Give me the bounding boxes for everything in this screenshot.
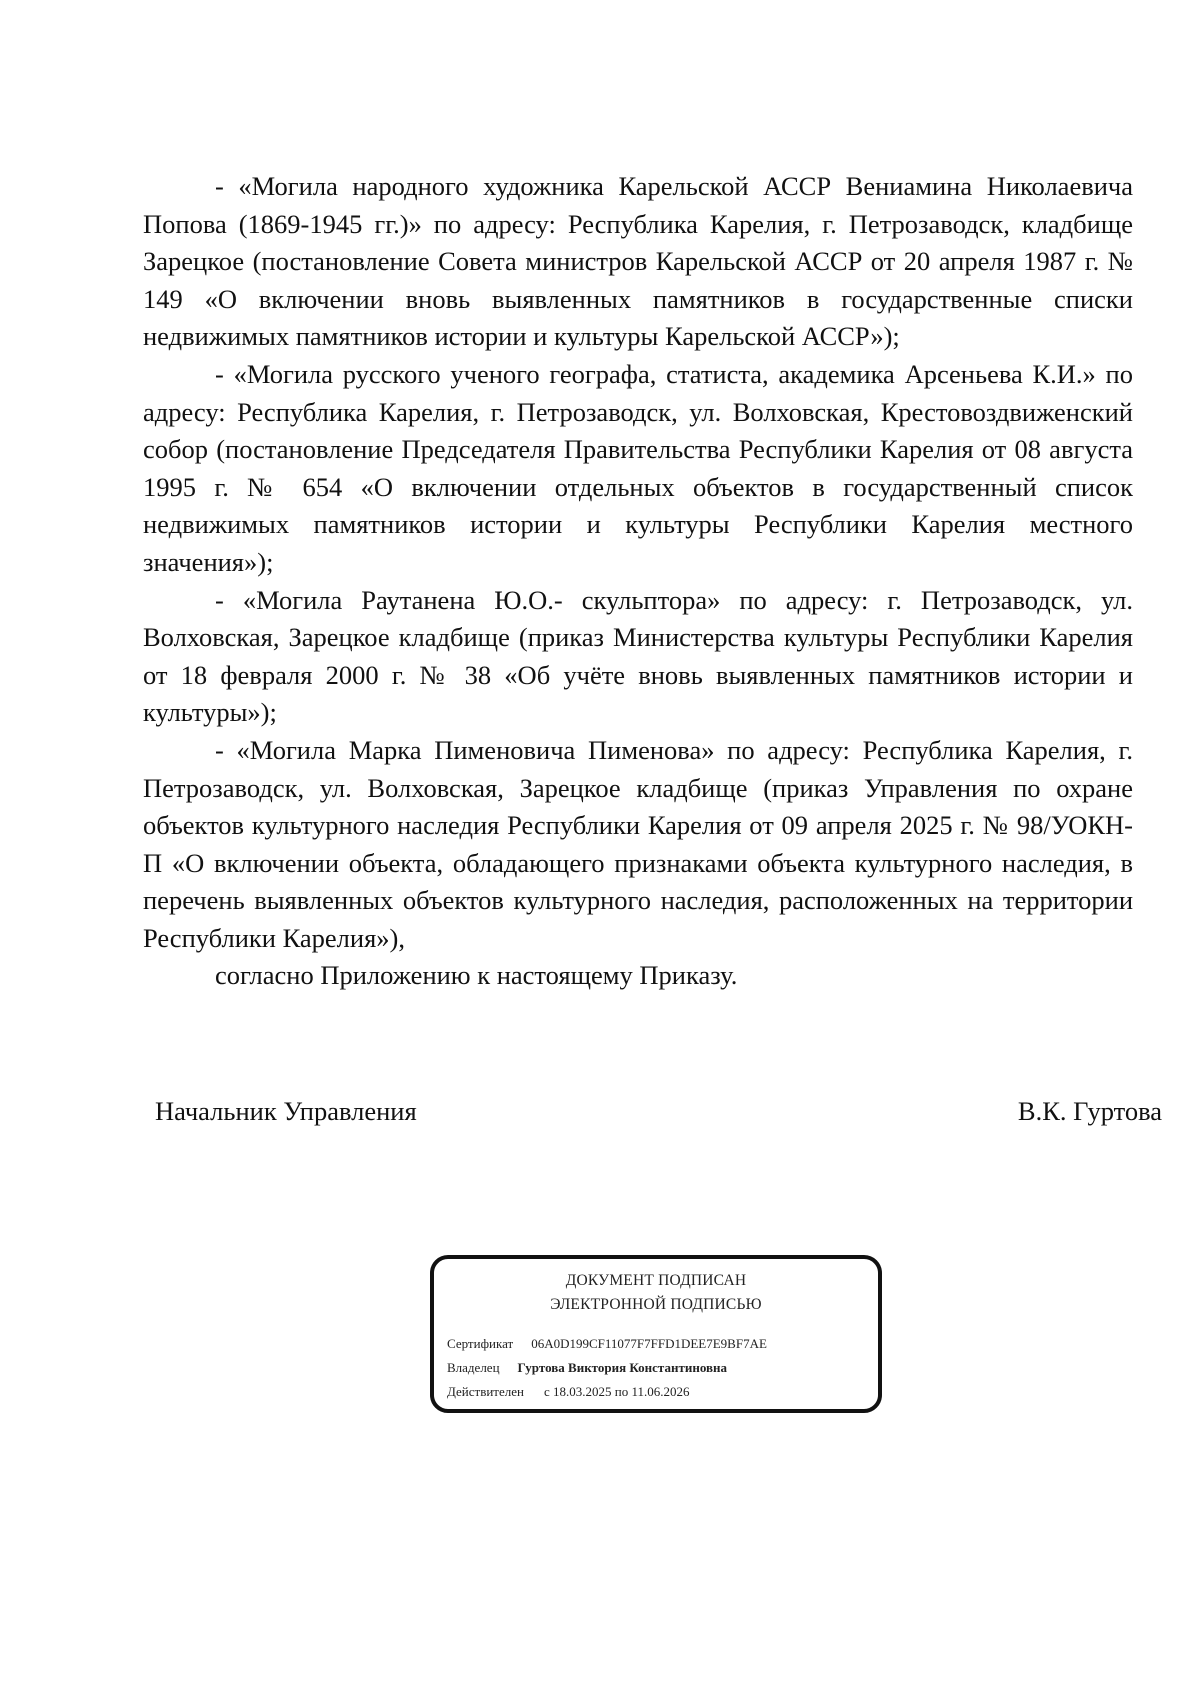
stamp-heading-line2: ЭЛЕКТРОННОЙ ПОДПИСЬЮ bbox=[550, 1296, 762, 1313]
document-body bbox=[143, 168, 1133, 995]
stamp-owner-label: Владелец bbox=[447, 1360, 500, 1375]
stamp-validity-label: Действителен bbox=[447, 1384, 524, 1399]
paragraph-arsenyev-grave: - «Могила русского ученого географа, статиста, академика Арсеньева К.И.» по адресу: Республика Карелия, г. Петрозаводск, ул. Волховская, Крестовоздвиженский собор (постановление Председателя Правительства Республики Карелия от 08 августа 1995 г. № 654 «О включении отдельных объектов в государственный список недвижимых памятников истории и культуры Республики Карелия местного значения»); bbox=[143, 358, 1133, 577]
signatory-title: Начальник Управления bbox=[155, 1096, 417, 1126]
paragraph-pimenov-grave: - «Могила Марка Пименовича Пименова» по адресу: Республика Карелия, г. Петрозаводск, ул. Волховская, Зарецкое кладбище (приказ Управления по охране объектов культурного наследия Республики Карелия от 09 апреля 2025 г. № 98/УОКН-П «О включении объекта, обладающего признаками объекта культурного наследия, в перечень выявленных объектов культурного наследия, расположенных на территории Республики Карелия»), bbox=[143, 734, 1133, 953]
stamp-certificate-row bbox=[447, 1336, 767, 1352]
paragraph-rautanen-grave: - «Могила Раутанена Ю.О.- скульптора» по адресу: г. Петрозаводск, ул. Волховская, Зарецкое кладбище (приказ Министерства культуры Республики Карелия от 18 февраля 2000 г. № 38 «Об учёте вновь выявленных памятников истории и культуры»); bbox=[143, 584, 1133, 728]
stamp-validity-value: с 18.03.2025 по 11.06.2026 bbox=[543, 1384, 690, 1399]
electronic-signature-stamp bbox=[430, 1255, 882, 1413]
stamp-certificate-value: 06A0D199CF11077F7FFD1DEE7E9BF7AE bbox=[531, 1336, 767, 1351]
paragraph-closing: согласно Приложению к настоящему Приказу. bbox=[215, 960, 738, 991]
signatory-name: В.К. Гуртова bbox=[1017, 1096, 1162, 1126]
stamp-heading-line1: ДОКУМЕНТ ПОДПИСАН bbox=[565, 1272, 747, 1289]
stamp-owner-value: Гуртова Виктория Константиновна bbox=[517, 1360, 728, 1375]
stamp-owner-row bbox=[447, 1360, 727, 1376]
paragraph-popov-grave: - «Могила народного художника Карельской АССР Вениамина Николаевича Попова (1869-1945 гг.)» по адресу: Республика Карелия, г. Петрозаводск, кладбище Зарецкое (постановление Совета министров Карельской АССР от 20 апреля 1987 г. № 149 «О включении вновь выявленных памятников в государственные списки недвижимых памятников истории и культуры Карельской АССР»); bbox=[143, 171, 1133, 352]
stamp-certificate-label: Сертификат bbox=[447, 1336, 514, 1351]
stamp-validity-row bbox=[447, 1384, 689, 1400]
